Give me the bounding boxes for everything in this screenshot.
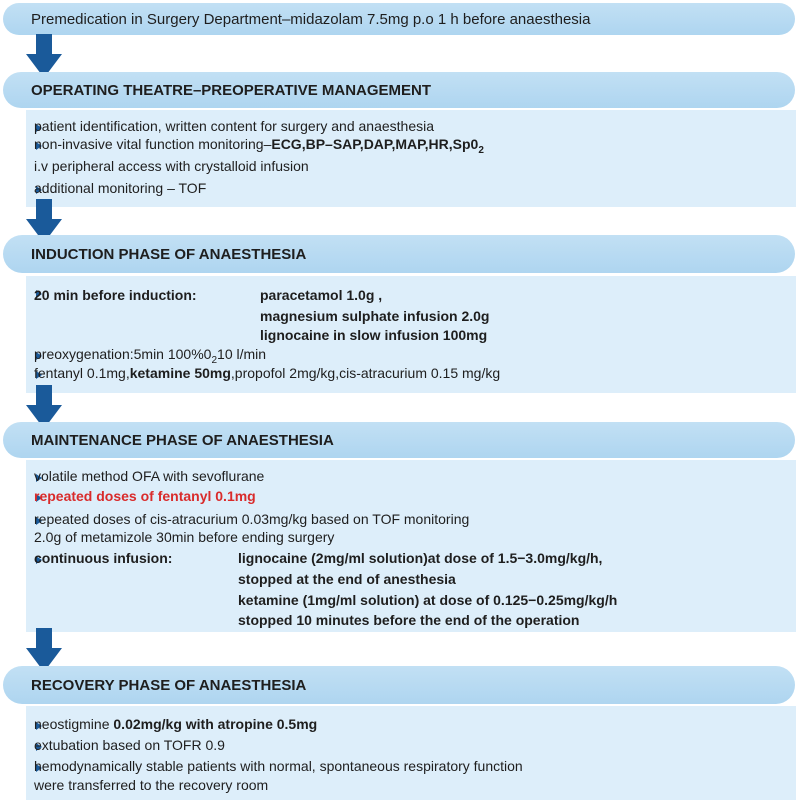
list-item-highlight: repeated doses of fentanyl 0.1mg [34, 488, 256, 504]
list-item: hemodynamically stable patients with normal, spontaneous respiratory function [34, 758, 523, 774]
maintenance-title: MAINTENANCE PHASE OF ANAESTHESIA [31, 431, 334, 449]
list-item: fentanyl 0.1mg,ketamine 50mg,propofol 2mg/kg,cis-atracurium 0.15 mg/kg [34, 365, 501, 381]
premedication-box [3, 3, 795, 35]
list-item: neostigmine 0.02mg/kg with atropine 0.5mg [34, 716, 318, 732]
list-item: patient identification, written content for surgery and anaesthesia [34, 118, 435, 134]
list-item: preoxygenation:5min $100\%0_210$ l/min [34, 346, 267, 366]
list-item: stopped at the end of anesthesia [238, 571, 456, 587]
induction-title: INDUCTION PHASE OF ANAESTHESIA [31, 245, 307, 263]
list-item: stopped 10 minutes before the end of the operation [238, 612, 580, 628]
list-item: paracetamol 1.0g , [260, 287, 383, 303]
recovery-header [3, 666, 795, 704]
operating-theatre-title: OPERATING THEATRE–PREOPERATIVE MANAGEMENT [31, 81, 432, 99]
list-item: i.v peripheral access with crystalloid infusion [34, 158, 309, 174]
list-item: repeated doses of cis-atracurium 0.03mg/kg based on TOF monitoring [34, 511, 470, 527]
list-item: magnesium sulphate infusion 2.0g [260, 308, 490, 324]
list-item: volatile method OFA with sevoflurane [34, 468, 265, 484]
operating-theatre-header [3, 72, 795, 108]
list-item: ketamine (1mg/ml solution) at dose of 0.125−0.25mg/kg/h [238, 592, 618, 608]
list-item: additional monitoring – TOF [34, 180, 207, 196]
list-item: lignocaine (2mg/ml solution)at dose of 1.5−3.0mg/kg/h, [238, 550, 603, 566]
premedication-text: Premedication in Surgery Department–midazolam 7.5mg p.o 1 h before anaesthesia [31, 10, 591, 28]
list-item: were transferred to the recovery room [34, 777, 269, 793]
recovery-title: RECOVERY PHASE OF ANAESTHESIA [31, 676, 307, 694]
list-item: lignocaine in slow infusion 100mg [260, 327, 488, 343]
list-item: 2.0g of metamizole 30min before ending surgery [34, 529, 335, 545]
list-item: extubation based on TOFR 0.9 [34, 737, 225, 753]
list-item: 20 min before induction: [34, 287, 197, 303]
maintenance-header [3, 422, 795, 458]
list-item: continuous infusion: [34, 550, 173, 566]
induction-header [3, 235, 795, 273]
list-item: non-invasive vital function monitoring–$ECG,BP-SAP,DAP,MAP,HR,Sp0_2$ [34, 136, 484, 156]
